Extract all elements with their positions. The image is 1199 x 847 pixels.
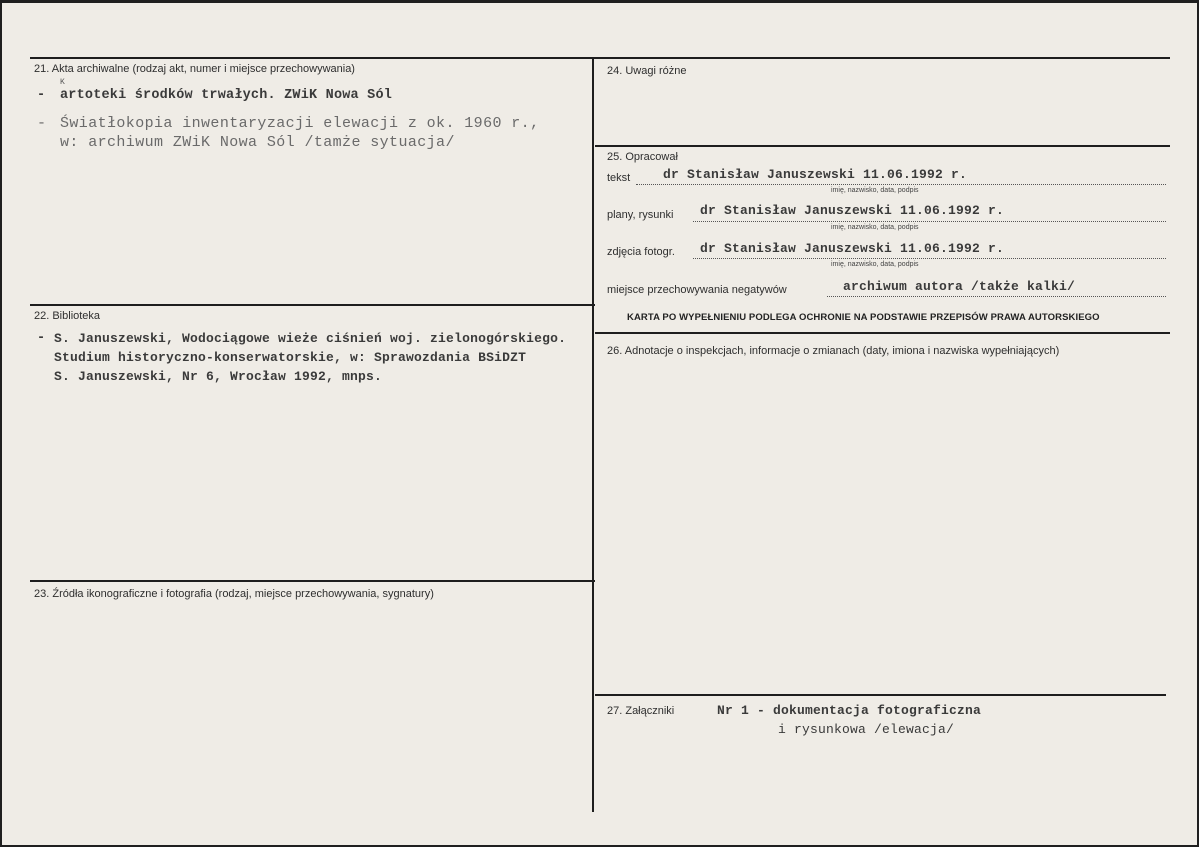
plany-value: dr Stanisław Januszewski 11.06.1992 r. [700,203,1005,218]
rule-22-23 [30,580,595,582]
section-21-label: 21. Akta archiwalne (rodzaj akt, numer i miejsce przechowywania) [34,63,355,75]
rule-21-22 [30,304,595,306]
negatywy-value: archiwum autora /także kalki/ [843,279,1076,294]
zdjecia-caption: imię, nazwisko, data, podpis [831,261,919,268]
plany-caption: imię, nazwisko, data, podpis [831,224,919,231]
tekst-line [636,184,1166,185]
tekst-label: tekst [607,172,631,184]
section-21-entry2-dash: - [37,115,47,132]
section-21-entry1-dash: - [37,88,46,103]
zdjecia-value: dr Stanisław Januszewski 11.06.1992 r. [700,241,1005,256]
section-22-line3: S. Januszewski, Nr 6, Wrocław 1992, mnps. [54,369,383,384]
section-27-label: 27. Załączniki [607,705,675,717]
section-26-label: 26. Adnotacje o inspekcjach, informacje o zmianach (daty, imiona i nazwiska wypełniających) [607,345,1060,357]
section-22-label: 22. Biblioteka [34,310,101,322]
copyright-notice: KARTA PO WYPEŁNIENIU PODLEGA OCHRONIE NA PODSTAWIE PRZEPISÓW PRAWA AUTORSKIEGO [627,312,1100,323]
section-21-entry2-line1: Światłokopia inwentaryzacji elewacji z ok. 1960 r., [60,115,540,132]
section-22-line1: S. Januszewski, Wodociągowe wieże ciśnień woj. zielonogórskiego. [54,331,567,346]
rule-top [30,57,1170,59]
section-21-entry1-mark: K [60,78,65,87]
rule-center [592,57,594,812]
section-21-entry2-line2: w: archiwum ZWiK Nowa Sól /tamże sytuacja/ [60,134,455,151]
tekst-caption: imię, nazwisko, data, podpis [831,187,919,194]
zdjecia-label: zdjęcia fotogr. [607,246,675,258]
rule-26-27 [595,694,1166,696]
tekst-value: dr Stanisław Januszewski 11.06.1992 r. [663,167,968,182]
plany-label: plany, rysunki [607,209,674,221]
zdjecia-line [693,258,1166,259]
section-21-entry1: artoteki środków trwałych. ZWiK Nowa Sól [60,88,393,103]
rule-25-26 [595,332,1170,334]
negatywy-line [827,296,1166,297]
negatywy-label: miejsce przechowywania negatywów [607,284,787,296]
section-27-line1: Nr 1 - dokumentacja fotograficzna [717,703,982,718]
section-22-line2: Studium historyczno-konserwatorskie, w: Sprawozdania BSiDZT [54,350,527,365]
rule-24-25 [595,145,1170,147]
plany-line [693,221,1166,222]
section-23-label: 23. Źródła ikonograficzne i fotografia (rodzaj, miejsce przechowywania, sygnatury) [34,588,434,600]
section-22-dash: - [37,331,46,346]
section-24-label: 24. Uwagi różne [607,65,687,77]
section-27-line2: i rysunkowa /elewacja/ [778,722,955,737]
section-25-label: 25. Opracował [607,151,678,163]
